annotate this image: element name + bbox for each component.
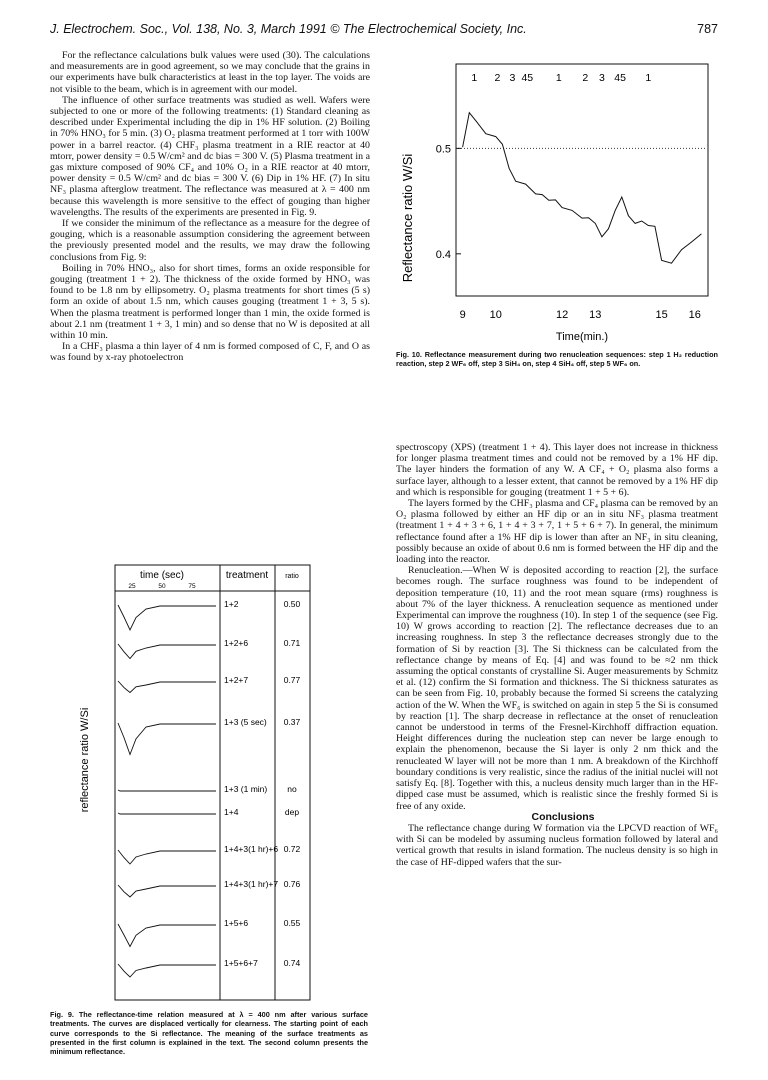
fig9-treatment-label: 1+2: [224, 599, 239, 609]
paragraph: The layers formed by the CHF₃ plasma and CF₄ plasma can be removed by an O₂ plasma followed by either an HF dip or an in situ NF₃ plasma treatment (treatment 1 + 4 + 3 + 6, 1 + 4 + 3 + 7, 1 + 5 + 6 + 7). In general, the minimum reflectance found after a 1% HF dip is lower than after an NF₃ in situ cleaning, possibly because an oxide of about 0.6 nm is formed between the HF dip and the loading into the reactor.: [396, 498, 718, 566]
paragraph: In a CHF₃ plasma a thin layer of 4 nm is formed composed of C, F, and O as was found by x-ray photoelectron: [50, 341, 370, 364]
fig10-x-tick-label: 9: [459, 309, 466, 321]
paragraph: For the reflectance calculations bulk values were used (30). The calculations and measurements are in good agreement, so we may conclude that the grains in our experiments have bulk characteristics at least in the top layer. The voids are not visible to the beam, which is in agreement with our model.: [50, 50, 370, 95]
fig9-frame: [115, 565, 310, 1000]
fig9-ratio-value: 0.37: [283, 717, 301, 727]
fig10-x-tick-label: 16: [688, 309, 701, 321]
fig9-ratio-value: 0.74: [283, 958, 301, 968]
running-header: [50, 22, 718, 36]
fig10-step-label: 45: [614, 72, 626, 84]
fig9-ratio-value: dep: [284, 807, 300, 817]
paragraph: The influence of other surface treatments was studied as well. Wafers were subjected to one or more of the following treatments: (1) Standard cleaning as described under Experimental including the dip in 1% HF solution. (2) Boiling in 70% HNO₃ for 5 min. (3) O₂ plasma treatment performed at 1 torr with 100W power in a barrel reactor. (4) CHF₃ plasma treatment in a RIE reactor at 40 mtorr, power density = 0.5 W/cm² and dc bias = 300 V. (5) Plasma treatment in a gas mixture composed of 90% CF₄ and 10% O₂ in a RIE reactor at 40 mtorr, power density = 0.5 W/cm² and dc bias = 300 V. (6) Dip in 1% HF. (7) In situ NF₃ plasma afterglow treatment. The reflectance was measured at λ = 400 nm because this wavelength is more sensitive to the effect of gouging than higher wavelengths. The results of the experiments are presented in Fig. 9.: [50, 94, 370, 218]
fig9-treatment-label: 1+4: [224, 807, 239, 817]
fig9-ratio-value: 0.72: [283, 844, 301, 854]
fig10-step-label: 1: [645, 72, 652, 84]
fig9-ratio-value: 0.50: [283, 599, 301, 609]
paragraph: Renucleation.—When W is deposited according to reaction [2], the surface becomes rough. The surface roughness was found to be independent of deposition temperature (10, 11) and the root mean square (rms) roughness is about 7% of the layer thickness. A renucleation sequence as mentioned under Experimental can improve the roughness (10). In step 1 of the sequence (see Fig. 10) W grows according to reaction [2]. The reflectance decreases due to an increasing roughness. In step 3 the reflectance decreases strongly due to the formation of Si by reaction [3]. The Si thickness can be calculated from the reflectance change by means of Eq. [4] and was found to be ≈2 nm thick assuming the optical constants of crystalline Si. Auger measurements by Schmitz et al. (12) confirm the Si formation and thickness. The Si thickness saturates as can be seen from Fig. 10, probably because the formed Si screens the catalyzing action of the W. When the WF₆ is switched on again in step 5 the Si is consumed by reaction [1]. The sharp decrease in reflectance at the onset of renucleation cannot be understood in terms of the Fresnel-Kirchhoff diffraction equation. Height differences during the nucleation step can never be large enough to explain the phenomenon, because the Si layer is only 2 nm thick and the renucleated W layer will not be more than 1 nm. A breakdown of the Kirchhoff boundary conditions is very realistic, since the radius of the initial nuclei will not satisfy Eq. [8]. Together with this, a nucleus density much larger than in the HF-dipped case must be assumed, which is realistic since the freshly formed Si is free of any oxide.: [396, 565, 718, 812]
fig10-plot-frame: [456, 64, 708, 296]
left-column: [50, 50, 370, 364]
fig10-step-label: 1: [555, 72, 562, 84]
figure-9-caption: Fig. 9. The reflectance-time relation measured at λ = 400 nm after various surface treatments. The curves are displaced vertically for clearness. The starting point of each curve corresponds to the Si reflectance. The meaning of the surface treatments as presented in the first column is explained in the text. The second column presents the minimum reflectance.: [50, 1010, 368, 1057]
fig9-treatment-label: 1+3 (5 sec): [224, 717, 267, 727]
fig9-time-tick-label: 50: [158, 583, 166, 590]
fig10-x-tick-label: 10: [489, 309, 502, 321]
fig10-step-label: 2: [582, 72, 589, 84]
fig10-x-tick-label: 15: [655, 309, 668, 321]
fig9-header-treatment: treatment: [225, 570, 269, 581]
journal-citation: J. Electrochem. Soc., Vol. 138, No. 3, March 1991 © The Electrochemical Society, Inc.: [50, 22, 527, 36]
fig10-x-tick-label: 12: [555, 309, 569, 321]
fig9-ratio-value: 0.71: [283, 638, 301, 648]
fig9-time-tick-label: 75: [188, 583, 196, 590]
fig10-y-tick-label: 0.5: [435, 143, 451, 156]
fig9-curve: [118, 790, 216, 791]
figure-10-caption: Fig. 10. Reflectance measurement during two renucleation sequences: step 1 H₂ reduction reaction, step 2 WF₆ off, step 3 SiH₄ on, step 4 SiH₄ off, step 5 WF₆ on.: [396, 350, 718, 369]
fig9-ratio-value: no: [287, 784, 297, 794]
fig9-curve: [118, 885, 216, 897]
paragraph: spectroscopy (XPS) (treatment 1 + 4). This layer does not increase in thickness for longer plasma treatment times and could not be removed by a 1% HF dip. The layer hinders the formation of any W. A CF₄ + O₂ plasma also forms a surface layer, although to a lesser extent, that cannot be removed by a 1% HF dip and which is responsible for gouging (treatment 1 + 5 + 6).: [396, 442, 718, 498]
fig9-treatment-label: 1+4+3(1 hr)+6: [224, 844, 279, 854]
fig10-step-label: 1: [471, 72, 478, 84]
fig9-time-tick-label: 25: [128, 583, 136, 590]
fig9-header-time: time (sec): [140, 570, 184, 581]
fig9-treatment-label: 1+5+6+7: [224, 958, 258, 968]
fig9-curve: [118, 605, 216, 630]
figure-9-reflectance-table: [50, 550, 370, 1005]
fig9-treatment-label: 1+4+3(1 hr)+7: [224, 879, 279, 889]
fig9-curve: [118, 850, 216, 864]
fig10-step-label: 3: [598, 72, 605, 84]
fig10-x-axis-label: Time(min.): [555, 331, 609, 343]
fig9-treatment-label: 1+5+6: [224, 918, 249, 928]
paragraph: If we consider the minimum of the reflectance as a measure for the degree of gouging, which is a reasonable assumption considering the agreement between the previously presented model and the results, we may draw the following conclusions from Fig. 9:: [50, 218, 370, 263]
fig9-ratio-value: 0.55: [283, 918, 301, 928]
fig9-curve: [118, 723, 216, 755]
paragraph: Boiling in 70% HNO₃, also for short times, forms an oxide responsible for gouging (treatment 1 + 2). The thickness of the oxide formed by HNO₃ was found to be 1.8 nm by ellipsometry. O₂ plasma treatments for short times (5 s) form an oxide of about 1.5 nm, which causes gouging (treatment 1 + 3, 5 s). When the plasma treatment is performed longer than 1 min, the oxide formed is about 2.1 nm (treatment 1 + 3, 1 min) and so dense that no W is deposited at all within 10 min.: [50, 262, 370, 342]
fig9-curve: [118, 964, 216, 977]
paragraph: The reflectance change during W formation via the LPCVD reaction of WF₆ with Si can be modeled by assuming nucleus formation followed by lateral and vertical growth that results in island formation. The nucleus density is so high in the case of HF-dipped wafers that the sur-: [396, 822, 718, 868]
page-number: 787: [697, 22, 718, 36]
fig9-header-ratio: ratio: [285, 573, 299, 580]
fig9-treatment-label: 1+2+7: [224, 675, 249, 685]
fig10-y-tick-label: 0.4: [435, 248, 451, 261]
fig9-curve: [118, 644, 216, 659]
figure-10-reflectance-plot: [396, 50, 718, 350]
fig9-treatment-label: 1+2+6: [224, 638, 249, 648]
fig10-step-label: 45: [521, 72, 534, 84]
fig9-treatment-label: 1+3 (1 min): [224, 784, 268, 794]
fig10-step-label: 3: [509, 72, 516, 84]
fig10-step-label: 2: [494, 72, 501, 84]
fig10-y-axis-label: Reflectance ratio W/Si: [400, 153, 415, 283]
fig9-y-axis-label: reflectance ratio W/Si: [79, 707, 91, 813]
fig9-ratio-value: 0.77: [283, 675, 301, 685]
fig9-curve: [118, 813, 216, 814]
fig10-x-tick-label: 13: [589, 309, 602, 321]
right-column: [396, 442, 718, 868]
fig10-series-line: [463, 113, 702, 264]
fig9-curve: [118, 924, 216, 947]
fig9-ratio-value: 0.76: [283, 879, 301, 889]
fig9-curve: [118, 681, 216, 693]
section-heading-conclusions: Conclusions: [531, 810, 595, 823]
